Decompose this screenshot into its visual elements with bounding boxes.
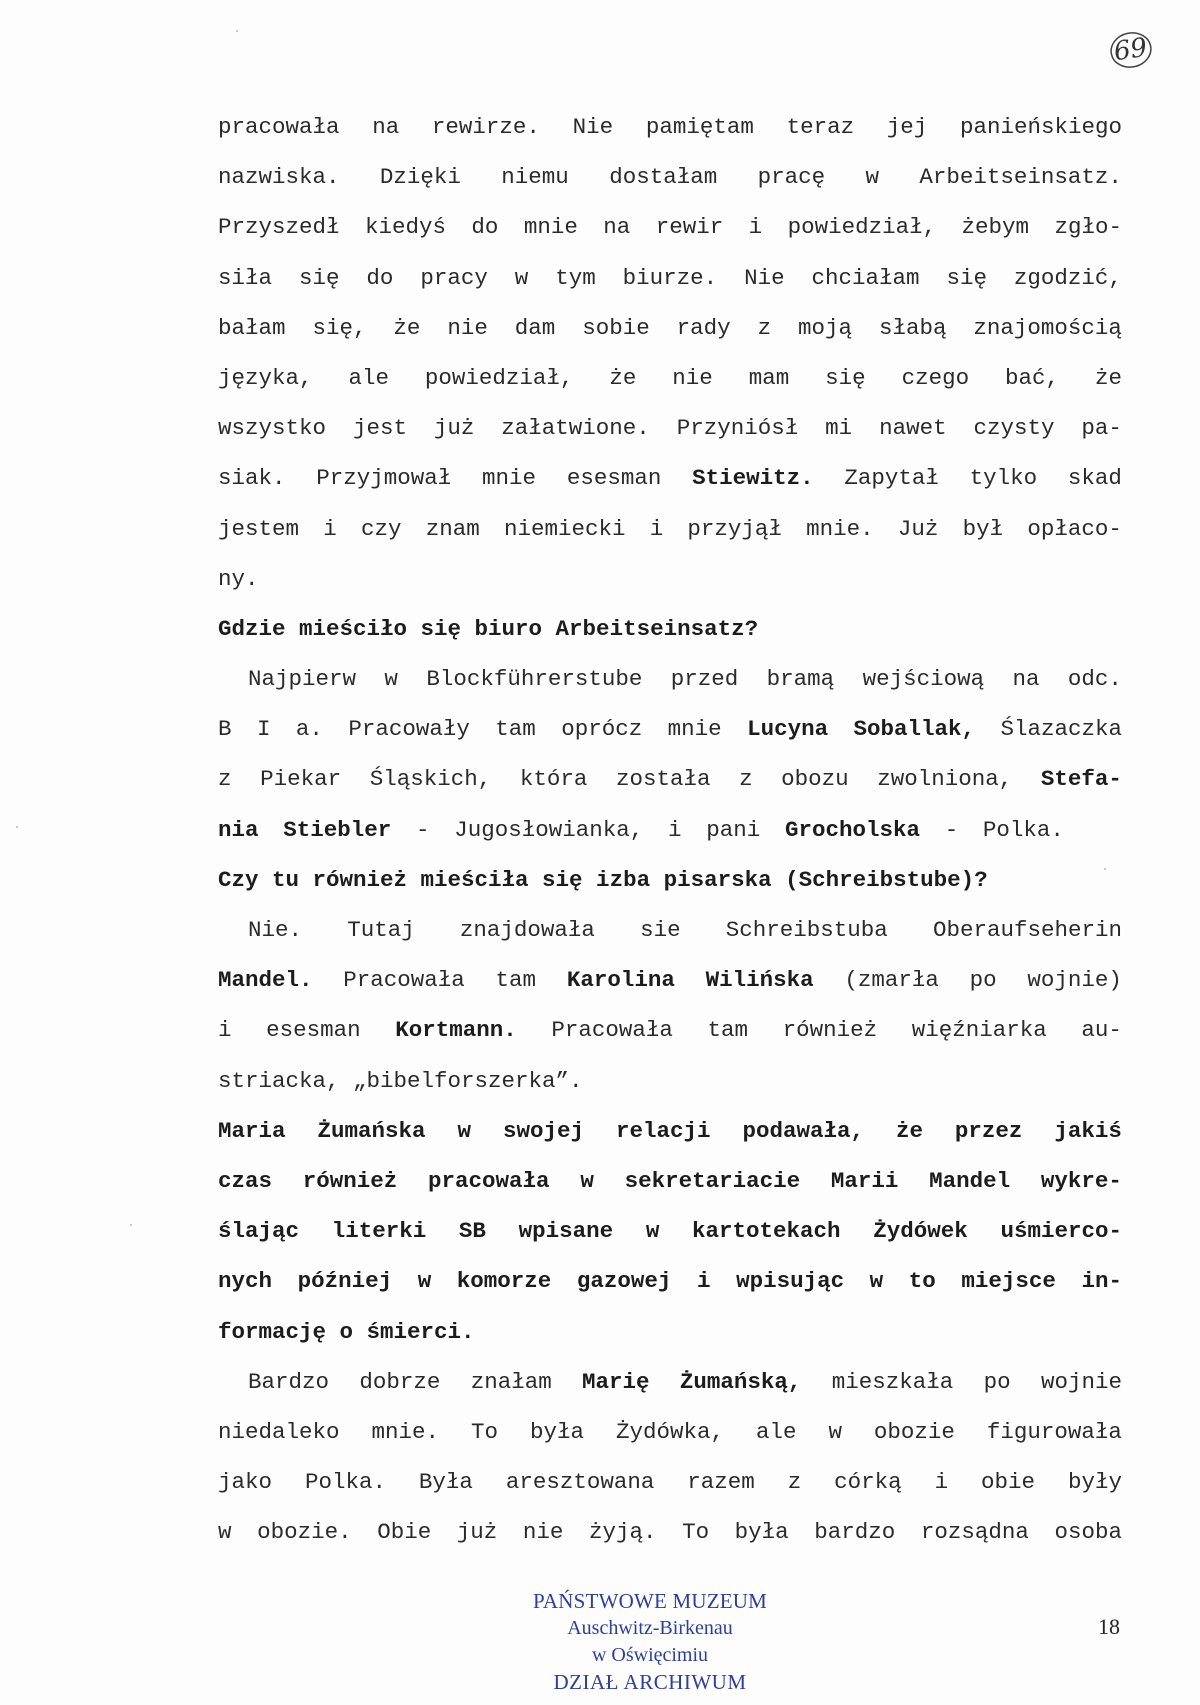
word: czy xyxy=(360,515,402,542)
text-line xyxy=(218,152,1122,202)
word: relacji xyxy=(615,1117,711,1144)
word: pani xyxy=(706,816,761,843)
word: w xyxy=(514,264,529,291)
word: Ślazaczka xyxy=(1000,716,1122,743)
word: rozsądna xyxy=(920,1519,1029,1546)
word: nazwiska. xyxy=(218,164,340,191)
word: do xyxy=(471,214,499,241)
word: jestem xyxy=(218,515,300,542)
word: Lucyna xyxy=(747,716,829,743)
word: obozu xyxy=(781,766,849,793)
word: sekretariacie xyxy=(624,1167,801,1194)
word: gazowej xyxy=(576,1268,672,1295)
word: Pracowała xyxy=(343,967,465,994)
word: kartotekach xyxy=(692,1218,841,1245)
word: Oberaufseherin xyxy=(932,917,1122,943)
handwritten-page-number-text: 69 xyxy=(1112,32,1150,68)
word: zwolniona, xyxy=(877,766,1013,793)
word: Marię xyxy=(582,1368,650,1395)
word: i xyxy=(323,515,337,542)
word: Blockführerstube xyxy=(426,666,643,693)
word: Mandel. xyxy=(218,967,313,994)
word: biurze. xyxy=(622,264,718,291)
word: tylko xyxy=(969,465,1038,492)
word: czego xyxy=(901,364,970,391)
word: opłaco- xyxy=(1027,515,1122,542)
word: znałam xyxy=(470,1368,552,1395)
word: na xyxy=(603,214,631,241)
word: Tutaj xyxy=(347,917,415,943)
word: Przyszedł xyxy=(218,214,340,241)
stamp-line: DZIAŁ ARCHIWUM xyxy=(553,1670,747,1694)
word: ale xyxy=(348,364,389,391)
text-line xyxy=(218,1457,1122,1507)
text-line xyxy=(218,955,1122,1005)
word: więźniarka xyxy=(911,1017,1047,1044)
word: mnie xyxy=(667,716,722,743)
word: Maria xyxy=(218,1117,286,1144)
word: i xyxy=(649,515,664,542)
word: Jugosłowianka, xyxy=(454,816,644,843)
text-line xyxy=(218,353,1122,403)
word: uśmierco- xyxy=(1000,1218,1122,1245)
text-line xyxy=(218,1507,1122,1557)
word: mnie xyxy=(482,465,537,492)
word: Śląskich, xyxy=(369,766,492,793)
word: się xyxy=(825,364,866,391)
word: pracę xyxy=(757,164,826,191)
word: czysty xyxy=(973,415,1055,442)
word: wojnie) xyxy=(1027,967,1122,994)
word: znam xyxy=(425,515,480,542)
word: Wilińska xyxy=(705,967,814,994)
text-line xyxy=(218,504,1122,554)
word: wykre- xyxy=(1040,1167,1122,1194)
word: z xyxy=(757,314,772,341)
word: bramą xyxy=(766,666,835,693)
word: pracowała xyxy=(428,1167,550,1194)
text-line xyxy=(218,1005,1122,1055)
word: miejsce xyxy=(961,1268,1056,1295)
word: rewir xyxy=(655,214,724,241)
word: wszystko xyxy=(218,415,327,442)
word: że xyxy=(609,364,637,391)
word: panieńskiego xyxy=(959,114,1122,140)
word: po xyxy=(969,967,997,994)
word: Zapytał xyxy=(844,465,939,492)
word: się xyxy=(298,264,340,291)
word: mnie. xyxy=(806,515,874,542)
word: Pracowała xyxy=(551,1017,673,1044)
word: Arbeitseinsatz. xyxy=(919,164,1122,191)
word: Dzięki xyxy=(379,164,461,191)
word: i xyxy=(934,1469,949,1496)
interview-question xyxy=(218,1256,1122,1306)
stamp-line: Auschwitz-Birkenau xyxy=(567,1617,733,1639)
text-line xyxy=(218,102,1122,152)
word: w xyxy=(869,1268,884,1295)
word: in- xyxy=(1081,1268,1122,1295)
word: Grocholska xyxy=(784,816,920,843)
word: z xyxy=(739,766,753,793)
word: był xyxy=(962,515,1004,542)
word: Przyjmował xyxy=(316,465,452,492)
word: Nie xyxy=(572,114,614,140)
word: chciałam xyxy=(811,264,920,291)
word: z xyxy=(787,1469,802,1496)
word: po xyxy=(983,1368,1011,1395)
word: osoba xyxy=(1054,1519,1122,1546)
text-line xyxy=(218,1357,1122,1407)
word: i xyxy=(667,816,682,843)
text-line xyxy=(218,805,1122,855)
word: odc. xyxy=(1067,666,1122,693)
word: w xyxy=(417,1268,432,1295)
word: rewirze. xyxy=(431,114,540,140)
word: jej xyxy=(886,114,928,140)
word: To xyxy=(470,1418,498,1445)
word: esesman xyxy=(266,1017,361,1044)
word: Już xyxy=(897,515,939,542)
handwritten-page-number xyxy=(1108,28,1154,72)
word: komorze xyxy=(456,1268,552,1295)
word: pamiętam xyxy=(645,114,754,140)
scan-speck xyxy=(236,30,238,32)
word: była xyxy=(529,1418,584,1445)
word: Stefa- xyxy=(1040,766,1122,793)
word: nie xyxy=(672,364,713,391)
word: podawała, xyxy=(742,1117,864,1144)
word: córką xyxy=(834,1469,902,1496)
word: bardzo xyxy=(814,1519,896,1546)
word: mnie. xyxy=(371,1418,440,1445)
interview-question: formację o śmierci. xyxy=(218,1318,475,1345)
word: Mandel xyxy=(929,1167,1011,1194)
word: pa- xyxy=(1081,415,1122,442)
scan-speck xyxy=(16,826,18,828)
word: B xyxy=(218,716,232,743)
word: siła xyxy=(218,264,273,291)
word: już xyxy=(433,415,475,442)
text-line: ny. xyxy=(218,565,259,592)
word: aresztowana xyxy=(505,1469,655,1496)
word: jakiś xyxy=(1054,1117,1122,1144)
word: a. xyxy=(295,716,323,743)
word: niedaleko xyxy=(218,1418,340,1445)
word: figurowała xyxy=(986,1418,1122,1445)
word: Była xyxy=(418,1469,473,1496)
text-line xyxy=(218,303,1122,353)
word: niemiecki xyxy=(503,515,626,542)
word: literki xyxy=(331,1218,427,1245)
word: tam xyxy=(495,967,537,994)
word: również xyxy=(302,1167,398,1194)
word: później xyxy=(297,1268,393,1295)
word: przed xyxy=(670,666,739,693)
interview-question xyxy=(218,1206,1122,1256)
word: w xyxy=(457,1117,471,1144)
word: wpisując xyxy=(736,1268,845,1295)
word: mnie xyxy=(523,214,578,241)
word: wojnie xyxy=(1040,1368,1122,1395)
word: I xyxy=(256,716,271,743)
word: i xyxy=(748,214,763,241)
word: ale xyxy=(755,1418,797,1445)
word: w xyxy=(384,666,398,693)
word: Żydówka, xyxy=(615,1418,724,1445)
word: znajomością xyxy=(973,314,1122,341)
word: na xyxy=(372,114,400,140)
word: że xyxy=(1094,364,1122,391)
text-line xyxy=(218,704,1122,754)
word: nie xyxy=(522,1519,564,1546)
interview-question: Gdzie mieściło się biuro Arbeitseinsatz? xyxy=(218,615,759,642)
word: moją xyxy=(798,314,853,341)
stamp-line: PAŃSTWOWE MUZEUM xyxy=(532,1589,767,1613)
scan-speck xyxy=(130,1224,132,1226)
word: To xyxy=(682,1519,710,1546)
word: języka, xyxy=(218,364,313,391)
word: razem xyxy=(687,1469,755,1496)
word: powiedział, xyxy=(787,214,937,241)
text-line xyxy=(218,202,1122,252)
word: - xyxy=(415,816,430,843)
word: czas xyxy=(218,1167,273,1194)
word: niemu xyxy=(501,164,569,191)
word: esesman xyxy=(566,465,662,492)
word: w xyxy=(218,1519,232,1546)
word: były xyxy=(1067,1469,1122,1496)
word: to xyxy=(908,1268,936,1295)
word: tam xyxy=(707,1017,749,1044)
scan-speck xyxy=(1104,868,1106,870)
word: do xyxy=(366,264,394,291)
word: rady xyxy=(676,314,731,341)
word: że xyxy=(393,314,421,341)
text-line xyxy=(218,1407,1122,1457)
word: mam xyxy=(748,364,790,391)
text-line xyxy=(218,453,1122,503)
word: jest xyxy=(352,415,407,442)
word: zgodzić, xyxy=(1013,264,1122,291)
text-line xyxy=(218,905,1122,955)
word: Nie xyxy=(744,264,785,291)
body-text xyxy=(218,102,1122,1557)
word: Stiewitz. xyxy=(692,465,814,492)
word: i xyxy=(218,1017,232,1044)
word: słabą xyxy=(878,314,947,341)
word: z xyxy=(218,766,232,793)
word: wejściową xyxy=(862,666,985,693)
word: dam xyxy=(514,314,556,341)
word: obie xyxy=(981,1469,1036,1496)
text-line xyxy=(218,253,1122,303)
word: obozie. xyxy=(257,1519,352,1546)
word: pracowała xyxy=(218,114,340,140)
word: Najpierw xyxy=(248,666,357,693)
word: pracy xyxy=(420,264,488,291)
word: i xyxy=(696,1268,711,1295)
word: sie xyxy=(640,917,681,943)
word: powiedział, xyxy=(424,364,574,391)
word: Żumańską, xyxy=(679,1368,802,1395)
typed-page-number: 18 xyxy=(1098,1614,1120,1639)
word: Żumańska xyxy=(317,1117,426,1144)
word: oprócz xyxy=(561,716,643,743)
word: Schreibstuba xyxy=(725,917,888,943)
word: wpisane xyxy=(518,1218,614,1245)
word: znajdowała xyxy=(459,917,595,943)
word: Przyniósł xyxy=(676,415,799,442)
word: Polka. xyxy=(304,1469,386,1496)
word: Nie. xyxy=(248,917,303,943)
word: kiedyś xyxy=(364,214,446,241)
word: Kortmann. xyxy=(395,1017,517,1044)
word: się xyxy=(946,264,987,291)
word: Soballak, xyxy=(853,716,976,743)
word: nia xyxy=(218,816,259,843)
word: się, xyxy=(312,314,367,341)
word: skad xyxy=(1067,465,1122,492)
word: Pracowały xyxy=(348,716,470,743)
word: żebym xyxy=(961,214,1030,241)
word: Obie xyxy=(377,1519,432,1546)
interview-question xyxy=(218,1106,1122,1156)
word: tym xyxy=(555,264,596,291)
word: nawet xyxy=(879,415,947,442)
word: przyjął xyxy=(687,515,782,542)
word: (zmarła xyxy=(844,967,939,994)
word: Żydówek xyxy=(873,1218,968,1245)
word: w xyxy=(828,1418,842,1445)
word: ślając xyxy=(218,1218,300,1245)
word: - xyxy=(944,816,959,843)
word: sobie xyxy=(582,314,650,341)
word: Karolina xyxy=(566,967,675,994)
stamp-line: w Oświęcimiu xyxy=(591,1644,709,1666)
word: SB xyxy=(458,1218,486,1245)
word: również xyxy=(782,1017,878,1044)
text-line: striacka, „bibelforszerka”. xyxy=(218,1067,583,1094)
word: na xyxy=(1012,666,1040,693)
word: Stiebler xyxy=(283,816,392,843)
interview-question xyxy=(218,1156,1122,1206)
word: była xyxy=(734,1519,789,1546)
word: siak. xyxy=(218,465,286,492)
word: przez xyxy=(954,1117,1023,1144)
archive-stamp xyxy=(500,1588,800,1696)
word: która xyxy=(519,766,588,793)
word: Piekar xyxy=(260,766,342,793)
word: mieszkała xyxy=(831,1368,954,1395)
word: żyją. xyxy=(588,1519,657,1546)
word: że xyxy=(895,1117,923,1144)
word: au- xyxy=(1081,1017,1122,1044)
word: dostałam xyxy=(609,164,718,191)
word: dobrze xyxy=(359,1368,441,1395)
interview-question: Czy tu również mieściła się izba pisarska (Schreibstube)? xyxy=(218,866,988,893)
text-line xyxy=(218,654,1122,704)
word: w xyxy=(645,1218,660,1245)
word: w xyxy=(580,1167,594,1194)
word: tam xyxy=(495,716,536,743)
word: mi xyxy=(825,415,853,442)
word: jako xyxy=(218,1469,273,1496)
word: Marii xyxy=(830,1167,899,1194)
word: załatwione. xyxy=(501,415,650,442)
word: nie xyxy=(447,314,488,341)
text-line xyxy=(218,754,1122,804)
word: bać, xyxy=(1005,364,1060,391)
text-line xyxy=(218,403,1122,453)
word: zgło- xyxy=(1054,214,1122,241)
word: już xyxy=(456,1519,498,1546)
word: swojej xyxy=(502,1117,584,1144)
word: Polka. xyxy=(982,816,1064,843)
word: w xyxy=(865,164,879,191)
word: nych xyxy=(218,1268,273,1295)
word: została xyxy=(615,766,711,793)
word: obozie xyxy=(873,1418,955,1445)
word: teraz xyxy=(786,114,855,140)
word: Bardzo xyxy=(248,1368,330,1395)
word: bałam xyxy=(218,314,286,341)
